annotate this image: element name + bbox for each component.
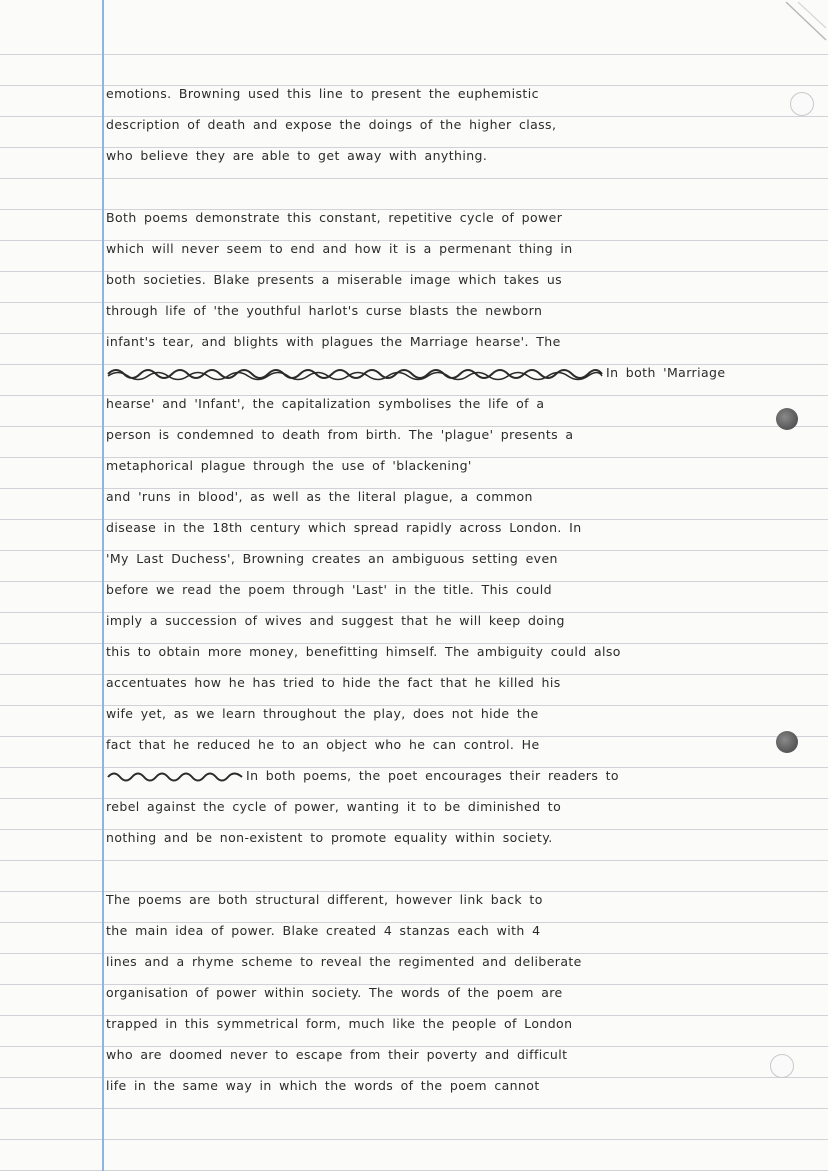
handwritten-line: rebel against the cycle of power, wanting it to be diminished to [106,799,562,814]
handwritten-line: both societies. Blake presents a miserable image which takes us [106,272,563,287]
handwritten-line: who are doomed never to escape from their poverty and difficult [106,1047,568,1062]
handwritten-line: and 'runs in blood', as well as the literal plague, a common [106,489,533,504]
handwritten-line: The poems are both structural different, however link back to [106,892,543,907]
handwritten-line [106,365,806,382]
scribbled-out-text [106,366,606,382]
page-corner-fold [738,0,828,60]
handwritten-line: fact that he reduced he to an object who he can control. He [106,737,540,752]
handwritten-line: which will never seem to end and how it is a permenant thing in [106,241,573,256]
handwritten-line: infant's tear, and blights with plagues the Marriage hearse'. The [106,334,561,349]
line-tail: In both 'Marriage [606,365,726,380]
handwritten-line: emotions. Browning used this line to present the euphemistic [106,86,539,101]
handwritten-line: lines and a rhyme scheme to reveal the regimented and deliberate [106,954,582,969]
handwritten-line: life in the same way in which the words of the poem cannot [106,1078,540,1093]
handwritten-line: 'My Last Duchess', Browning creates an ambiguous setting even [106,551,558,566]
handwritten-line: Both poems demonstrate this constant, repetitive cycle of power [106,210,563,225]
scribbled-out-text [106,769,246,785]
handwritten-line: disease in the 18th century which spread rapidly across London. In [106,520,582,535]
handwritten-line: imply a succession of wives and suggest that he will keep doing [106,613,565,628]
handwritten-line: accentuates how he has tried to hide the fact that he killed his [106,675,561,690]
handwritten-line: nothing and be non-existent to promote equality within society. [106,830,553,845]
margin-line [102,0,104,1171]
handwritten-line: description of death and expose the doings of the higher class, [106,117,557,132]
handwritten-line: before we read the poem through 'Last' in the title. This could [106,582,552,597]
handwritten-line: wife yet, as we learn throughout the play, does not hide the [106,706,539,721]
handwritten-line: metaphorical plague through the use of 'blackening' [106,458,472,473]
handwritten-line: who believe they are able to get away with anything. [106,148,488,163]
handwritten-line: this to obtain more money, benefitting himself. The ambiguity could also [106,644,621,659]
handwritten-line: through life of 'the youthful harlot's curse blasts the newborn [106,303,543,318]
handwritten-line: trapped in this symmetrical form, much like the people of London [106,1016,573,1031]
handwritten-line: the main idea of power. Blake created 4 stanzas each with 4 [106,923,541,938]
handwritten-line: person is condemned to death from birth. The 'plague' presents a [106,427,574,442]
handwritten-line [106,768,806,785]
line-tail: In both poems, the poet encourages their readers to [246,768,619,783]
handwritten-line: hearse' and 'Infant', the capitalization symbolises the life of a [106,396,545,411]
handwritten-line: organisation of power within society. The words of the poem are [106,985,563,1000]
